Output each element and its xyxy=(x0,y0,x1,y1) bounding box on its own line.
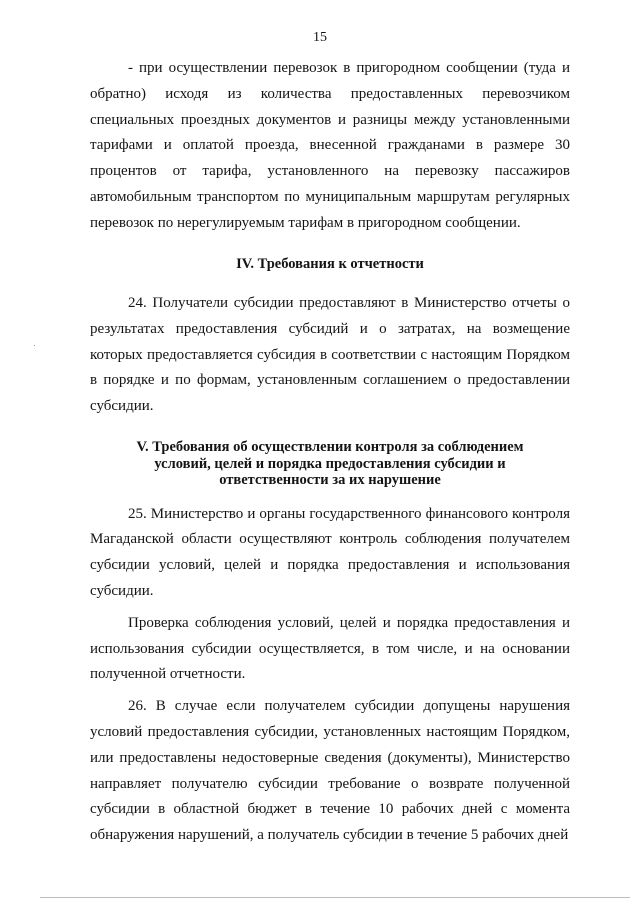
paragraph-26: 26. В случае если получателем субсидии допущены нарушения условий предоставления субсидии, установленных настоящим Порядком, или предоставлены недостоверные сведения (документы), Министерство направляет получателю субсидии требование о возврате полученной субсидии в областной бюджет в течение 10 рабочих дней с момента обнаружения нарушений, а получатель субсидии в течение 5 рабочих дней xyxy=(90,698,570,844)
document-body xyxy=(90,56,570,849)
scan-edge-line xyxy=(40,897,630,898)
scan-speck xyxy=(34,345,35,346)
paragraph-suburban-transport: - при осуществлении перевозок в пригородном сообщении (туда и обратно) исходя из количества предоставленных перевозчиком специальных проездных документов и разницы между установленными тарифами и оплатой проезда, внесенной гражданами в размере 30 процентов от тарифа, установленного на перевозку пассажиров автомобильным транспортом по муниципальным маршрутам регулярных перевозок по нерегулируемым тарифам в пригородном сообщении. xyxy=(90,60,570,231)
heading-line: V. Требования об осуществлении контроля за соблюдением xyxy=(136,439,524,456)
paragraph-verification: Проверка соблюдения условий, целей и порядка предоставления и использования субсидии осуществляется, в том числе, и на основании полученной отчетности. xyxy=(90,614,570,683)
page-number: 15 xyxy=(313,30,327,45)
paragraph-24: 24. Получатели субсидии предоставляют в Министерство отчеты о результатах предоставления субсидий и о затратах, на возмещение которых предоставляется субсидия в соответствии с настоящим Порядком в порядке и по формам, установленным соглашением о предоставлении субсидии. xyxy=(90,295,570,415)
paragraph-25: 25. Министерство и органы государственного финансового контроля Магаданской области осуществляют контроль соблюдения получателем субсидии условий, целей и порядка предоставления и использования субсидии. xyxy=(90,505,570,599)
heading-line: ответственности за их нарушение xyxy=(219,472,441,489)
heading-line: условий, целей и порядка предоставления субсидии и xyxy=(154,455,506,472)
heading-section-iv: IV. Требования к отчетности xyxy=(236,255,424,272)
heading-section-v xyxy=(90,439,570,489)
